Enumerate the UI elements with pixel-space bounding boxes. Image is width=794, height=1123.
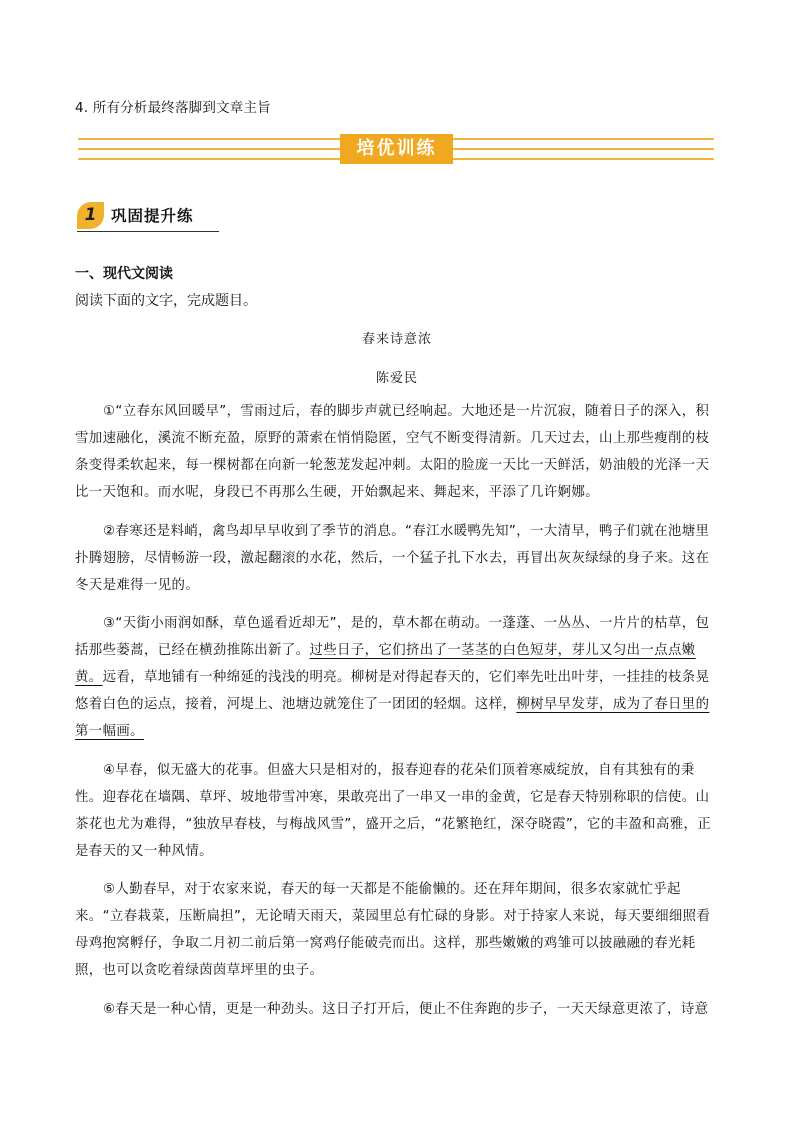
section-underline xyxy=(77,231,219,232)
banner-label: 培优训练 xyxy=(340,134,453,164)
paragraph-text: ②春寒还是料峭，禽鸟却早早收到了季节的消息。“春江水暖鸭先知”，一大清早，鸭子们就在池塘里扑腾翅膀，尽情畅游一段，激起翻滚的水花，然后，一个猛子扎下水去，再冒出灰灰绿绿的身子来。这在冬天是难得一见的。 xyxy=(75,524,710,593)
section-heading xyxy=(77,200,219,234)
article-paragraph-6 xyxy=(75,996,720,1023)
paragraph-text: ⑤人勤春早，对于农家来说，春天的每一天都是不能偷懒的。还在拜年期间，很多农家就忙乎起来。“立春栽菜，压断扁担”，无论晴天雨天，菜园里总有忙碌的身影。对于持家人来说，每天要细细照看母鸡抱窝孵仔，争取二月初二前后第一窝鸡仔能破壳而出。这样，那些嫩嫩的鸡雏可以披融融的春光耗照，也可以贪吃着绿茵茵草坪里的虫子。 xyxy=(75,882,711,978)
article-paragraph-3 xyxy=(75,610,720,745)
underlined-sentence: 柳树早早发芽，成为了春日里的第一幅画。 xyxy=(75,697,710,739)
previous-list-item: 4. 所有分析最终落脚到文章主旨 xyxy=(75,100,271,116)
underlined-sentence: 过些日子，它们挤出了一茎茎的白色短芽，芽儿又匀出一点点嫩黄。 xyxy=(75,643,696,685)
question-heading: 一、现代文阅读 xyxy=(75,266,173,282)
article-title: 春来诗意浓 xyxy=(361,332,432,347)
article-paragraph-5 xyxy=(75,876,720,984)
section-number-badge: 1 xyxy=(77,202,104,229)
paragraph-text: ③“天街小雨润如酥，草色遥看近却无”，是的，草木都在萌动。一蓬蓬、一丛丛、一片片的枯草，包括那些蒌蒿，已经在横劲推陈出新了。 xyxy=(75,616,710,658)
paragraph-text: 远看，草地铺有一种绵延的浅浅的明亮。柳树是对得起春天的，它们率先吐出叶芽，一挂挂的枝条晃悠着白色的运点，接着，河堤上、池塘边就笼住了一团团的轻烟。这样， xyxy=(75,670,710,712)
article-paragraph-2 xyxy=(75,518,720,599)
article-paragraph-4 xyxy=(75,757,720,865)
paragraph-text: ①“立春东风回暖早”，雪雨过后，春的脚步声就已经响起。大地还是一片沉寂，随着日子的深入，积雪加速融化，溪流不断充盈，原野的萧索在悄悄隐匿，空气不断变得清新。几天过去，山上那些瘦削的枝条变得柔软起来，每一棵树都在向新一轮葱茏发起冲刺。太阳的脸庞一天比一天鲜活，奶油般的光泽一天比一天饱和。而水呢，身段已不再那么生硬，开始飘起来、舞起来，平添了几许婀娜。 xyxy=(75,404,710,500)
article-paragraph-1 xyxy=(75,398,720,506)
article-author: 陈爱民 xyxy=(375,371,418,386)
section-title: 巩固提升练 xyxy=(111,207,194,225)
question-instruction: 阅读下面的文字，完成题目。 xyxy=(75,293,257,309)
section-banner xyxy=(78,134,714,166)
paragraph-text: ⑥春天是一种心情，更是一种劲头。这日子打开后，便止不住奔跑的步子，一天天绿意更浓了，诗意 xyxy=(103,1002,709,1017)
paragraph-text: ④早春，似无盛大的花事。但盛大只是相对的，报春迎春的花朵们顶着寒威绽放，自有其独有的秉性。迎春花在墙隅、草坪、坡地带雪冲寒，果敢亮出了一串又一串的金黄，它是春天特别称职的信使。山茶花也尤为难得，“独放早春枝，与梅战风雪”，盛开之后，“花繁艳红，深夺晓霞”，它的丰盈和高雅，正是春天的又一种风情。 xyxy=(75,763,712,859)
